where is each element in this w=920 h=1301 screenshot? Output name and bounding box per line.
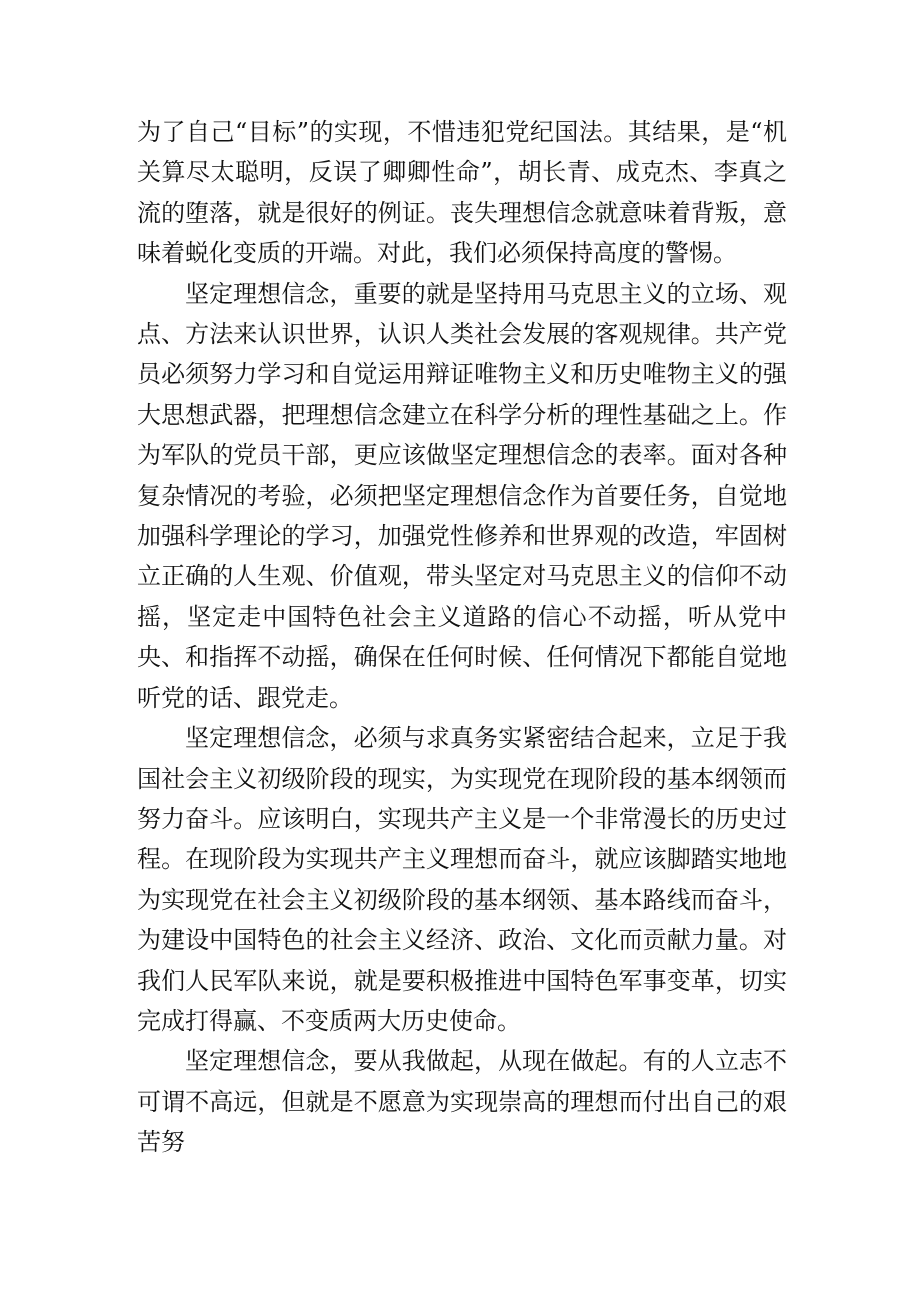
paragraph-4: 坚定理想信念，要从我做起，从现在做起。有的人立志不可谓不高远，但就是不愿意为实现崇高的理想而付出自己的艰苦努 xyxy=(137,1047,787,1157)
document-body xyxy=(137,112,787,1163)
paragraph-1: 为了自己“目标”的实现，不惜违犯党纪国法。其结果，是“机关算尽太聪明，反误了卿卿性命”，胡长青、成克杰、李真之流的堕落，就是很好的例证。丧失理想信念就意味着背叛，意味着蜕化变质的开端。对此，我们必须保持高度的警惕。 xyxy=(137,118,787,268)
paragraph-3: 坚定理想信念，必须与求真务实紧密结合起来，立足于我国社会主义初级阶段的现实，为实现党在现阶段的基本纲领而努力奋斗。应该明白，实现共产主义是一个非常漫长的历史过程。在现阶段为实现共产主义理想而奋斗，就应该脚踏实地地为实现党在社会主义初级阶段的基本纲领、基本路线而奋斗，为建设中国特色的社会主义经济、政治、文化而贡献力量。对我们人民军队来说，就是要积极推进中国特色军事变革，切实完成打得赢、不变质两大历史使命。 xyxy=(137,724,787,1035)
paragraph-2: 坚定理想信念，重要的就是坚持用马克思主义的立场、观点、方法来认识世界，认识人类社会发展的客观规律。共产党员必须努力学习和自觉运用辩证唯物主义和历史唯物主义的强大思想武器，把理想信念建立在科学分析的理性基础之上。作为军队的党员干部，更应该做坚定理想信念的表率。面对各种复杂情况的考验，必须把坚定理想信念作为首要任务，自觉地加强科学理论的学习，加强党性修养和世界观的改造，牢固树立正确的人生观、价值观，带头坚定对马克思主义的信仰不动摇，坚定走中国特色社会主义道路的信心不动摇，听从党中央、和指挥不动摇，确保在任何时候、任何情况下都能自觉地听党的话、跟党走。 xyxy=(137,279,787,712)
